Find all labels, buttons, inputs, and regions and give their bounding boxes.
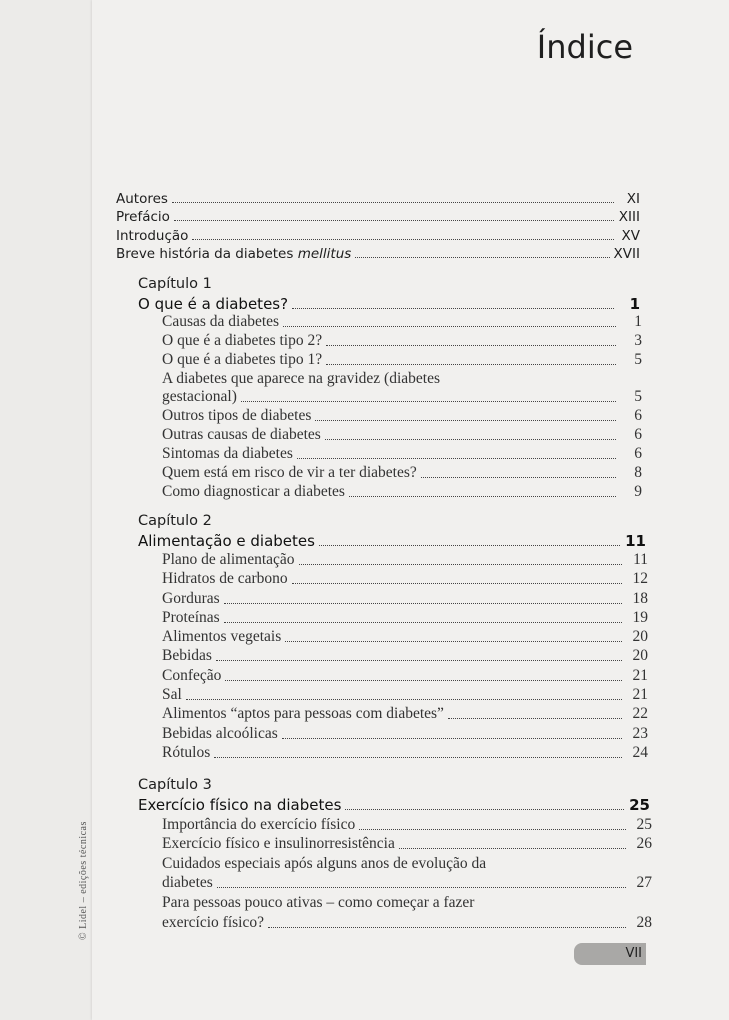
toc-entry-introducao[interactable]: Introdução XV — [116, 228, 640, 244]
chapter-title[interactable]: Exercício físico na diabetes 25 — [138, 796, 650, 814]
toc-entry[interactable]: Gorduras 18 — [162, 590, 648, 607]
toc-entry[interactable]: Hidratos de carbono 12 — [162, 570, 648, 587]
toc-entry[interactable]: O que é a diabetes tipo 1? 5 — [162, 351, 642, 368]
chapter-title[interactable]: O que é a diabetes? 1 — [138, 295, 640, 313]
toc-entry[interactable]: O que é a diabetes tipo 2? 3 — [162, 332, 642, 349]
toc-entry-line1: Para pessoas pouco ativas – como começar a fazer — [162, 894, 475, 911]
publisher-sidebar: © Lidel – edições técnicas — [78, 821, 89, 940]
toc-entry[interactable]: Importância do exercício físico 25 — [162, 816, 652, 833]
toc-entry[interactable]: Quem está em risco de vir a ter diabetes? 8 — [162, 464, 642, 481]
toc-entry-prefacio[interactable]: Prefácio XIII — [116, 209, 640, 225]
toc-entry[interactable]: gestacional) 5 — [162, 388, 642, 405]
toc-entry[interactable]: Outras causas de diabetes 6 — [162, 426, 642, 443]
toc-entry-line1: A diabetes que aparece na gravidez (diabetes — [162, 370, 440, 387]
toc-entry-line1: Cuidados especiais após alguns anos de evolução da — [162, 855, 487, 872]
toc-entry[interactable]: diabetes 27 — [162, 874, 652, 891]
chapter-heading: Capítulo 3 — [138, 777, 212, 793]
toc-entry[interactable]: Plano de alimentação 11 — [162, 551, 648, 568]
toc-entry[interactable]: Confeção 21 — [162, 667, 648, 684]
toc-entry[interactable]: Sal 21 — [162, 686, 648, 703]
toc-entry[interactable]: Exercício físico e insulinorresistência 26 — [162, 835, 652, 852]
toc-entry[interactable]: Rótulos 24 — [162, 744, 648, 761]
toc-entry-autores[interactable]: Autores XI — [116, 191, 640, 207]
toc-entry[interactable]: Proteínas 19 — [162, 609, 648, 626]
toc-entry-breve-historia[interactable]: Breve história da diabetes mellitus XVII — [116, 246, 640, 262]
toc-entry[interactable]: Causas da diabetes 1 — [162, 313, 642, 330]
toc-entry[interactable]: Bebidas alcoólicas 23 — [162, 725, 648, 742]
toc-entry[interactable]: Alimentos “aptos para pessoas com diabetes” 22 — [162, 705, 648, 722]
toc-entry[interactable]: Como diagnosticar a diabetes 9 — [162, 483, 642, 500]
toc-entry[interactable]: Alimentos vegetais 20 — [162, 628, 648, 645]
toc-entry[interactable]: Sintomas da diabetes 6 — [162, 445, 642, 462]
toc-entry[interactable]: Outros tipos de diabetes 6 — [162, 407, 642, 424]
toc-entry[interactable]: Bebidas 20 — [162, 647, 648, 664]
chapter-heading: Capítulo 2 — [138, 513, 212, 529]
chapter-title[interactable]: Alimentação e diabetes 11 — [138, 532, 646, 550]
page-number: VII — [574, 943, 646, 965]
toc-entry[interactable]: exercício físico? 28 — [162, 914, 652, 931]
page-title: Índice — [536, 28, 633, 66]
chapter-heading: Capítulo 1 — [138, 276, 212, 292]
